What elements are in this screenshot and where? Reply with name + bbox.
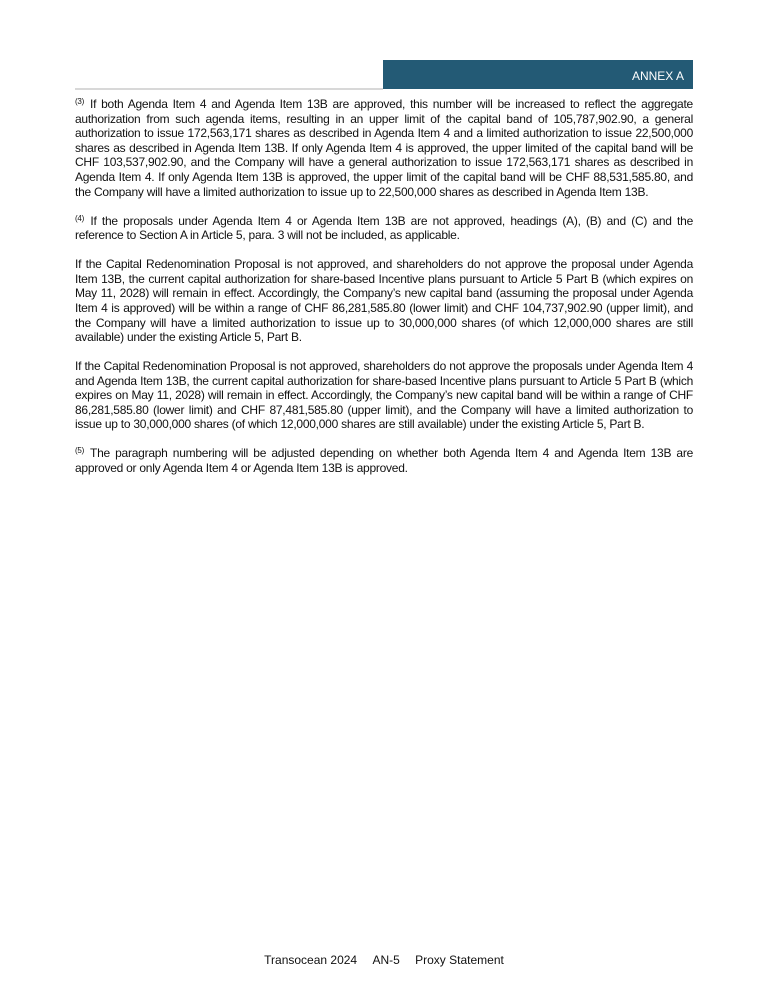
footnote-marker: (3) — [75, 97, 85, 106]
paragraph-text: If the Capital Redenomination Proposal is not approved, and shareholders do not approve the proposal under Agenda Item 13B, the current capital authorization for share-based Incentive plans pursuant to Article 5 Part B (which expires on May 11, 2028) will remain in effect. Accordingly, the Company’s new capital band (assuming the proposal under Agenda Item 4 is approved) will be within a range of CHF 86,281,585.80 (lower limit) and CHF 104,737,902.90 (upper limit), and the Company will have a limited authorization to issue up to 30,000,000 shares (of which 12,000,000 shares are still available) under the existing Article 5, Part B. — [75, 257, 693, 345]
footer-company: Transocean 2024 — [264, 953, 358, 967]
footnote-text: If both Agenda Item 4 and Agenda Item 13B are approved, this number will be increased to reflect the aggregate authorization from such agenda items, resulting in an upper limit of the capital band of 105,787,902.90, a general authorization to issue 172,563,171 shares as described in Agenda Item 4 and a limited authorization to issue 22,500,000 shares as described in Agenda Item 13B. If only Agenda Item 4 is approved, the upper limited of the capital band will be CHF 103,537,902.90, and the Company will have a general authorization to issue 172,563,171 shares as described in Agenda Item 4. If only Agenda Item 13B is approved, the upper limit of the capital band will be CHF 88,531,585.80, and the Company will have a limited authorization to issue up to 22,500,000 shares as described in Agenda Item 13B. — [75, 97, 693, 199]
footnote-4 — [75, 214, 693, 243]
footnote-text: If the proposals under Agenda Item 4 or Agenda Item 13B are not approved, headings (A), (B) and (C) and the reference to Section A in Article 5, para. 3 will not be included, as applicable. — [75, 213, 693, 243]
annex-banner — [383, 60, 693, 89]
footnote-marker: (5) — [75, 446, 85, 456]
footnote-text: The paragraph numbering will be adjusted depending on whether both Agenda Item 4 and Agenda Item 13B are approved or only Agenda Item 4 or Agenda Item 13B is approved. — [75, 446, 693, 476]
footnote-3 — [75, 97, 693, 199]
paragraph-text: If the Capital Redenomination Proposal is not approved, shareholders do not approve the proposals under Agenda Item 4 and Agenda Item 13B, the current capital authorization for share-based Incentive plans pursuant to Article 5 Part B (which expires on May 11, 2028) will remain in effect. Accordingly, the Company’s new capital band will be within a range of CHF 86,281,585.80 (lower limit) and CHF 87,481,585.80 (upper limit), and the Company will have a limited authorization to issue up to 30,000,000 shares (of which 12,000,000 shares are still available) under the existing Article 5, Part B. — [75, 359, 693, 432]
footer-doc-title: Proxy Statement — [415, 953, 504, 967]
paragraph — [75, 359, 693, 432]
annex-label: ANNEX A — [631, 69, 684, 83]
page-footer — [0, 953, 768, 967]
footnote-marker: (4) — [75, 213, 85, 223]
footer-page-number: AN-5 — [372, 953, 400, 967]
document-body — [75, 97, 693, 490]
footnote-5 — [75, 446, 693, 475]
paragraph — [75, 257, 693, 345]
header-rule — [75, 88, 383, 90]
